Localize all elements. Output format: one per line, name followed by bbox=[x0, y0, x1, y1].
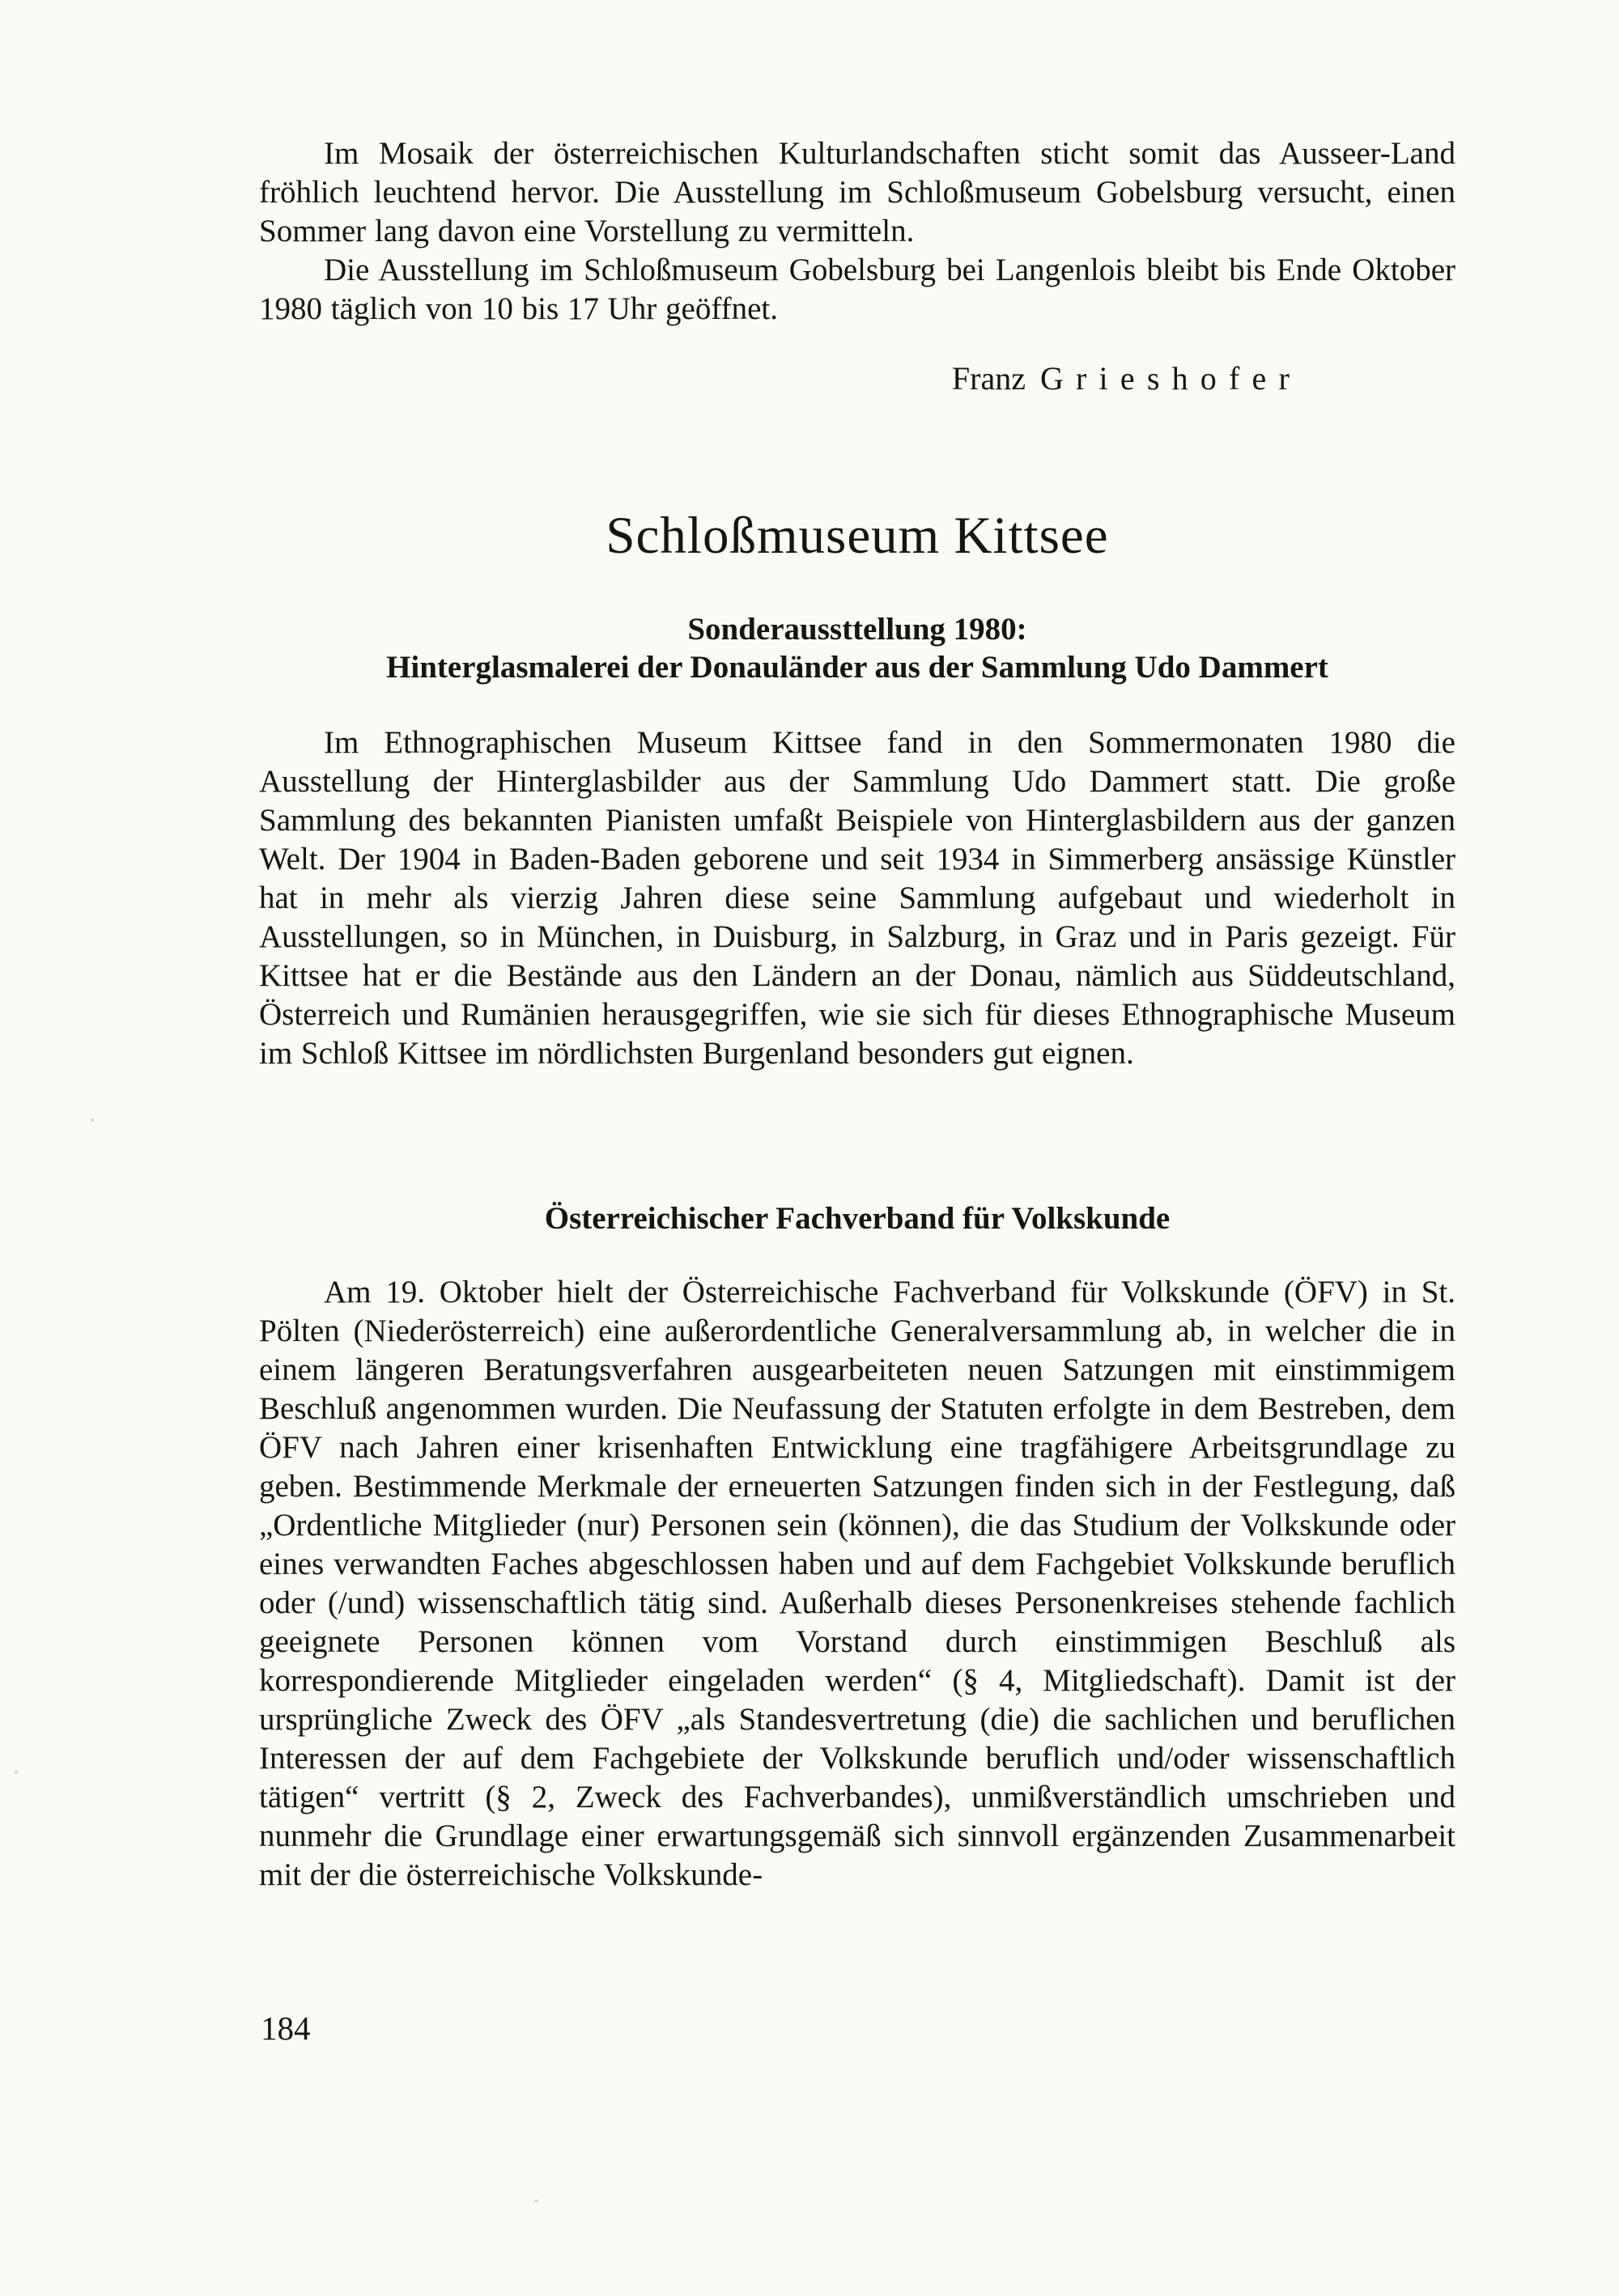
author-first-name: Franz bbox=[951, 360, 1026, 397]
scan-speck bbox=[534, 2200, 538, 2202]
kittsee-subtitle-line-2: Hinterglasmalerei der Donauländer aus der Sammlung Udo Dammert bbox=[386, 650, 1328, 685]
author-last-name: Grieshofer bbox=[1039, 360, 1302, 397]
article-title-fachverband: Österreichischer Fachverband für Volkskunde bbox=[544, 1201, 1171, 1236]
kittsee-subtitle-line-1: Sonderaussttellung 1980: bbox=[687, 612, 1027, 647]
fachverband-body-paragraph: Am 19. Oktober hielt der Österreichische Fachverband für Volkskunde (ÖFV) in St. Pölten (Niederösterreich) eine außerordentliche Generalversammlung ab, in welcher die in einem längeren Beratungsverfahren ausgearbeiteten neuen Satzungen mit einstimmigem Beschluß angenommen wurden. Die Neufassung der Statuten erfolgte in dem Bestreben, dem ÖFV nach Jahren einer krisenhaften Entwicklung eine tragfähigere Arbeitsgrundlage zu geben. Bestimmende Merkmale der erneuerten Satzungen finden sich in der Festlegung, daß „Ordentliche Mitglieder (nur) Personen sein (können), die das Studium der Volkskunde oder eines verwandten Faches abgeschlossen haben und auf dem Fachgebiet Volkskunde beruflich oder (/und) wissenschaftlich tätig sind. Außerhalb dieses Personenkreises stehende fachlich geeignete Personen können vom Vorstand durch einstimmigen Beschluß als korrespondierende Mitglieder eingeladen werden“ (§ 4, Mitgliedschaft). Damit ist der ursprüngliche Zweck des ÖFV „als Standesvertretung (die) die sachlichen und beruflichen Interessen der auf dem Fachgebiete der Volkskunde beruflich und/oder wissenschaftlich tätigen“ vertritt (§ 2, Zweck des Fachverbandes), unmißverständlich umschrieben und nunmehr die Grundlage einer erwartungsgemäß sich sinnvoll ergänzenden Zusammenarbeit mit der die österreichische Volkskunde- bbox=[259, 1275, 1455, 1892]
author-signature bbox=[259, 359, 1455, 398]
intro-paragraph-2: Die Ausstellung im Schloßmuseum Gobelsburg bei Langenlois bleibt bis Ende Oktober 1980 täglich von 10 bis 17 Uhr geöffnet. bbox=[259, 253, 1455, 326]
kittsee-body-paragraph: Im Ethnographischen Museum Kittsee fand in den Sommermonaten 1980 die Ausstellung der Hinterglasbilder aus der Sammlung Udo Dammert statt. Die große Sammlung des bekannten Pianisten umfaßt Beispiele von Hinterglasbildern aus der ganzen Welt. Der 1904 in Baden-Baden geborene und seit 1934 in Simmerberg ansässige Künstler hat in mehr als vierzig Jahren diese seine Sammlung aufgebaut und wiederholt in Ausstellungen, so in München, in Duisburg, in Salzburg, in Graz und in Paris gezeigt. Für Kittsee hat er die Bestände aus den Ländern an der Donau, nämlich aus Süddeutschland, Österreich und Rumänien herausgegriffen, wie sie sich für dieses Ethnographische Museum im Schloß Kittsee im nördlichsten Burgenland besonders gut eignen. bbox=[259, 725, 1455, 1071]
scan-speck bbox=[91, 1118, 94, 1122]
intro-paragraph-1: Im Mosaik der österreichischen Kulturlandschaften sticht somit das Ausseer-Land fröhlich leuchtend hervor. Die Ausstellung im Schloßmuseum Gobelsburg versucht, einen Sommer lang davon eine Vorstellung zu vermitteln. bbox=[259, 136, 1455, 248]
article-title-kittsee: Schloßmuseum Kittsee bbox=[606, 507, 1109, 565]
page-number: 184 bbox=[261, 2010, 311, 2047]
text-column bbox=[259, 134, 1455, 1895]
scan-speck bbox=[15, 1771, 18, 1774]
